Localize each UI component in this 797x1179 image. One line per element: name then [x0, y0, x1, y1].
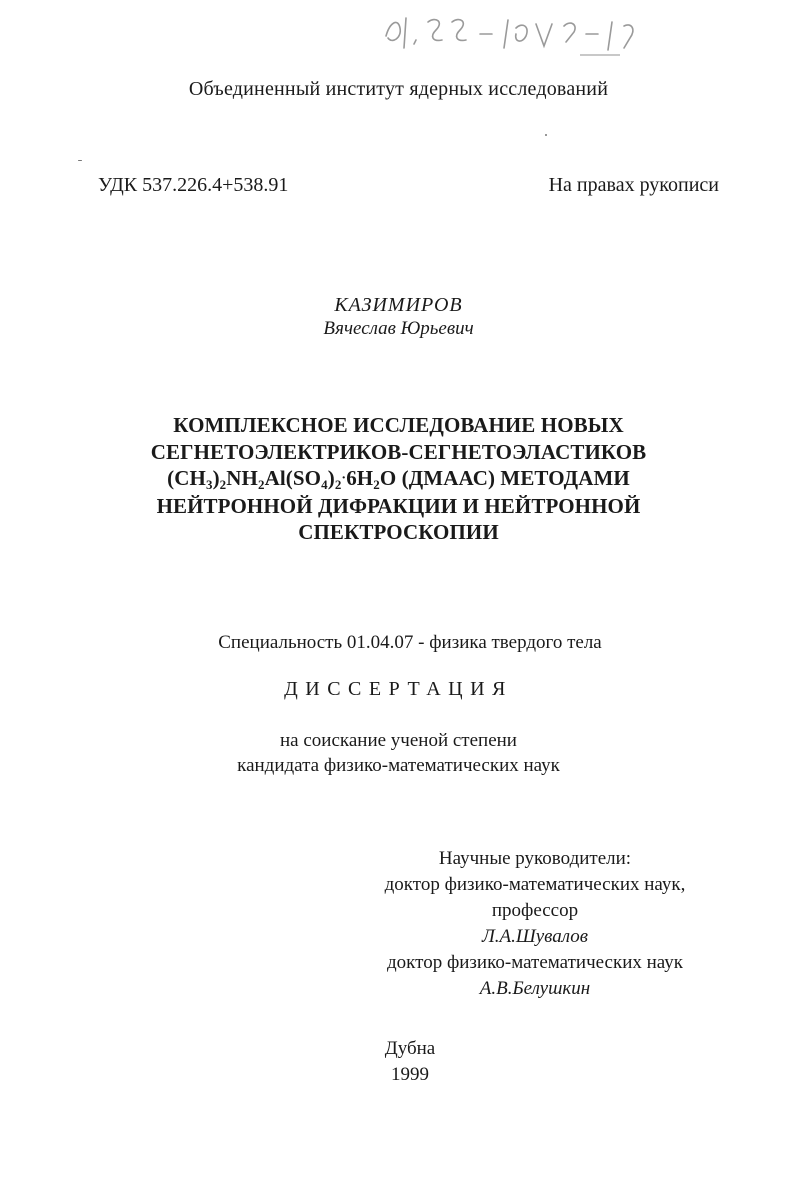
formula-part: (CH: [167, 466, 206, 490]
formula-subscript: 2: [257, 477, 265, 492]
thesis-title: [0, 412, 797, 546]
degree-line-1: на соискание ученой степени: [280, 730, 517, 751]
udk-code: УДК 537.226.4+538.91: [98, 174, 289, 196]
year: 1999: [391, 1064, 429, 1085]
place-and-year: [0, 1036, 797, 1088]
title-line-4: НЕЙТРОННОЙ ДИФРАКЦИИ И НЕЙТРОННОЙ: [156, 493, 641, 518]
title-line-1: КОМПЛЕКСНОЕ ИССЛЕДОВАНИЕ НОВЫХ: [173, 413, 624, 437]
scan-speck: [545, 134, 547, 136]
formula-subscript: 3: [205, 477, 213, 492]
formula-part: ): [212, 466, 220, 490]
scientific-advisors: [340, 846, 730, 1002]
degree-sought: [0, 728, 797, 778]
formula-subscript: 2: [334, 477, 342, 492]
institute-name: Объединенный институт ядерных исследований: [188, 78, 609, 100]
manuscript-rights-note: На правах рукописи: [548, 174, 719, 196]
formula-subscript: 2: [219, 477, 227, 492]
scan-speck: [78, 160, 82, 161]
document-type: ДИССЕРТАЦИЯ: [284, 678, 513, 700]
formula-subscript: 2: [373, 477, 380, 492]
title-line-5: СПЕКТРОСКОПИИ: [298, 520, 499, 544]
advisor2-line: [340, 976, 730, 1002]
advisor1-title: профессор: [491, 900, 579, 921]
title-line-3-formula: [0, 465, 797, 493]
formula-part: ): [327, 466, 335, 490]
advisor2-degree: доктор физико-математических наук: [387, 952, 683, 973]
title-line-2: СЕГНЕТОЭЛЕКТРИКОВ-СЕГНЕТОЭЛАСТИКОВ: [150, 439, 647, 464]
formula-part: NH: [226, 466, 258, 490]
author-surname: КАЗИМИРОВ: [334, 294, 463, 316]
formula-part: Al(SO: [264, 466, 322, 490]
advisor1-name: Л.А.Шувалов: [481, 926, 589, 947]
formula-part: O (ДМААС) МЕТОДАМИ: [379, 466, 630, 490]
speciality: Специальность 01.04.07 - физика твердого тела: [218, 632, 602, 653]
advisors-heading: Научные руководители:: [438, 848, 632, 869]
degree-line-2: кандидата физико-математических наук: [237, 755, 560, 776]
city: Дубна: [384, 1038, 436, 1059]
formula-part: 6H: [346, 466, 374, 490]
advisor1-degree: доктор физико-математических наук,: [384, 874, 686, 895]
advisor1-line: [340, 898, 730, 950]
author-given-names: Вячеслав Юрьевич: [323, 318, 474, 339]
handwritten-archive-mark: [380, 4, 680, 60]
advisor2-name: А.В.Белушкин: [479, 978, 591, 999]
formula-dot: ·: [341, 471, 347, 486]
formula-subscript: 4: [321, 477, 328, 492]
